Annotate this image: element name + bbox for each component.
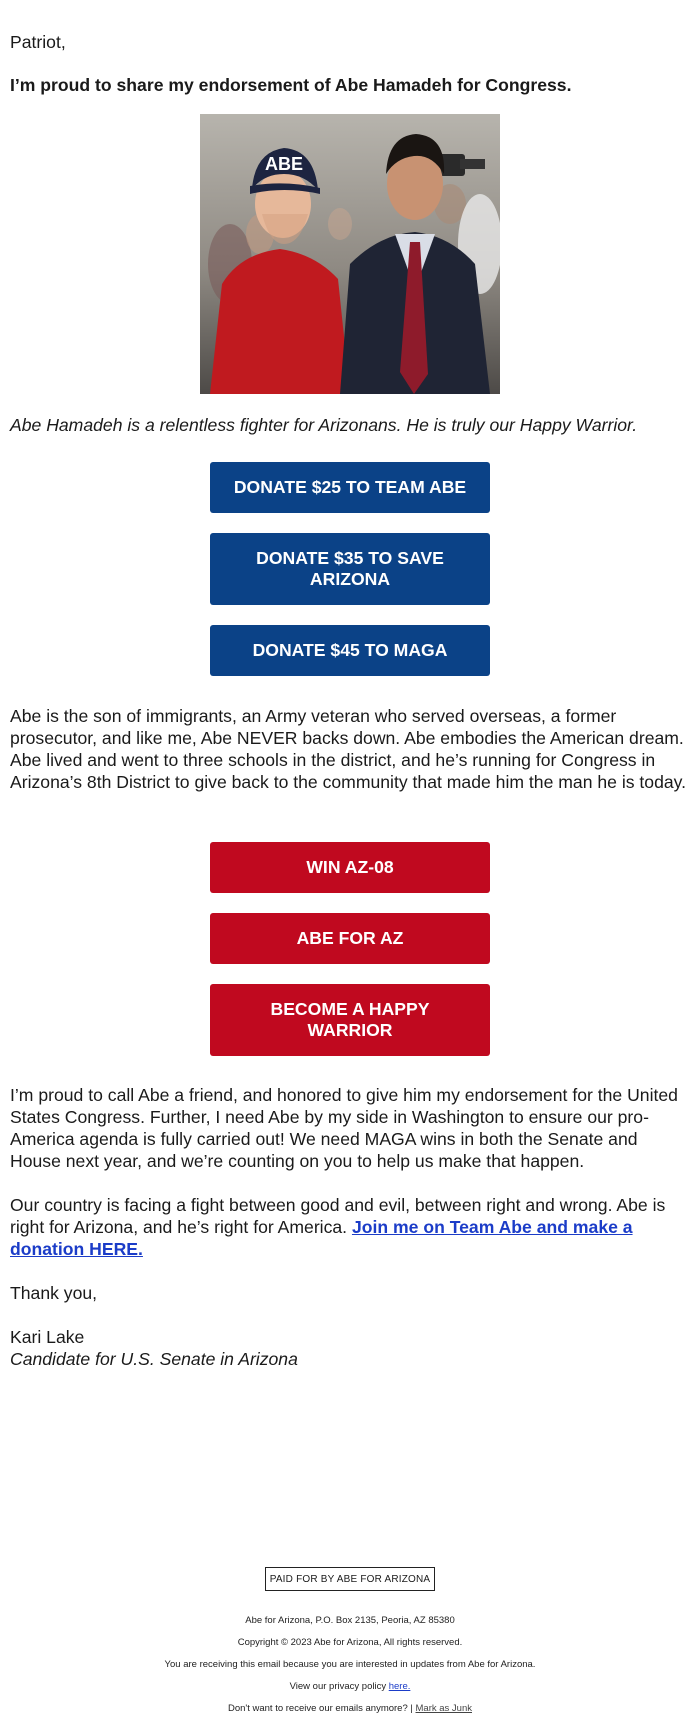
happy-warrior-button[interactable]: BECOME A HAPPY WARRIOR [210,984,490,1056]
privacy-link[interactable]: here. [388,1681,411,1692]
paid-for-disclaimer: PAID FOR BY ABE FOR ARIZONA [265,1567,435,1591]
footer-privacy [0,1681,700,1692]
signature-title: Candidate for U.S. Senate in Arizona [10,1349,298,1369]
privacy-text: View our privacy policy [289,1681,389,1692]
win-az08-button[interactable]: WIN AZ-08 [210,842,490,893]
abe-for-az-button[interactable]: ABE FOR AZ [210,913,490,964]
footer-address: Abe for Arizona, P.O. Box 2135, Peoria, AZ 85380 [245,1615,455,1626]
footer-reason: You are receiving this email because you are interested in updates from Abe for Arizona. [164,1659,536,1670]
donate-35-button[interactable]: DONATE $35 TO SAVE ARIZONA [210,533,490,605]
footer-unsubscribe [0,1703,700,1714]
cap-logo: ABE [264,154,304,174]
greeting: Patriot, [10,32,66,52]
body-paragraph-3 [10,1194,690,1260]
donate-45-button[interactable]: DONATE $45 TO MAGA [210,625,490,676]
donate-25-button[interactable]: DONATE $25 TO TEAM ABE [210,462,490,513]
sign-off: Thank you, [10,1283,98,1303]
body-paragraph-1: Abe is the son of immigrants, an Army veteran who served overseas, a former prosecutor, and like me, Abe NEVER backs down. Abe embodies the American dream. Abe lived and went to three schools in the district, and he’s running for Congress in Arizona’s 8th District to give back to the community that made him the man he is today. [10,706,687,792]
mark-as-junk-link[interactable]: Mark as Junk [415,1703,472,1714]
body-paragraph-2: I’m proud to call Abe a friend, and honored to give him my endorsement for the United States Congress. Further, I need Abe by my side in Washington to ensure our pro-America agenda is fully carried out! We need MAGA wins in both the Senate and House next year, and we’re counting on you to help us make that happen. [10,1085,678,1171]
donate-here-link[interactable]: Join me on Team Abe and make a donation HERE. [10,1217,633,1259]
photo-caption: Abe Hamadeh is a relentless fighter for Arizonans. He is truly our Happy Warrior. [10,415,638,435]
unsubscribe-text: Don't want to receive our emails anymore? | [227,1703,416,1714]
endorsement-photo [200,114,500,394]
paragraph-3-text: Our country is facing a fight between good and evil, between right and wrong. Abe is right for Arizona, and he’s right for America. [10,1195,666,1237]
footer-copyright: Copyright © 2023 Abe for Arizona, All rights reserved. [237,1637,463,1648]
signature-name: Kari Lake [10,1327,85,1347]
headline: I’m proud to share my endorsement of Abe Hamadeh for Congress. [10,75,572,95]
